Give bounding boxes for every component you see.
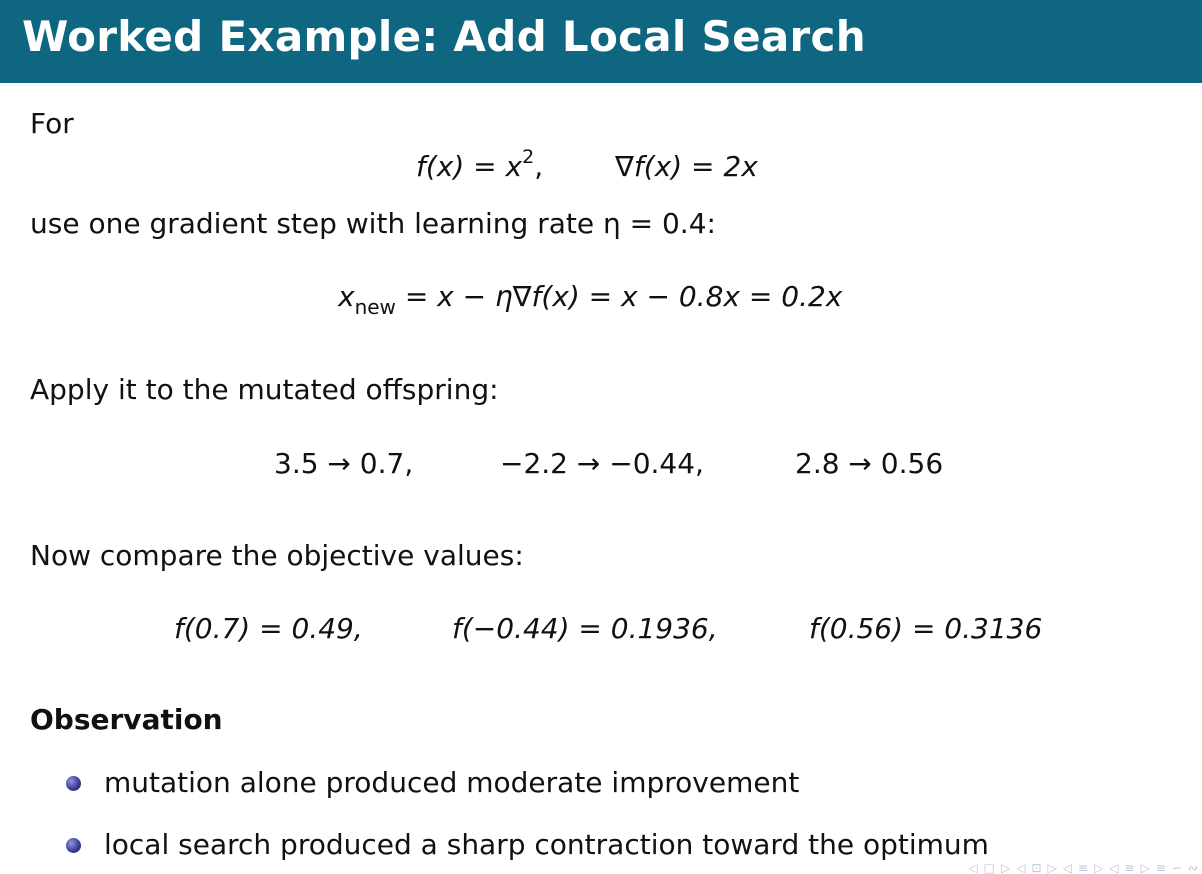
nav-next-frame-icon[interactable]: ▷ [1000, 862, 1011, 874]
observation-heading: Observation [30, 703, 223, 736]
equation-update-rule [338, 280, 843, 319]
nav-prev-frame-icon[interactable]: ◁ [968, 862, 978, 874]
nav-back-icon[interactable]: ∽ [1171, 862, 1182, 874]
title-bar [0, 0, 1202, 83]
eq1-f: f [416, 150, 426, 183]
apply-text: Apply it to the mutated offspring: [30, 373, 499, 406]
compare-text: Now compare the objective values: [30, 539, 524, 572]
eq1-f-arg: (x) = x [425, 150, 523, 183]
bullet-item-2: local search produced a sharp contraction toward the optimum [104, 828, 989, 861]
mapping-3: 2.8 → 0.56 [795, 447, 944, 480]
gradient-step-text: use one gradient step with learning rate η = 0.4: [30, 207, 716, 240]
eq2-rhs: = x − η∇f(x) = x − 0.8x = 0.2x [395, 280, 843, 313]
nav-prev-subsection-icon[interactable]: ◁ [1016, 862, 1026, 874]
nav-next-subsection-icon[interactable]: ▷ [1047, 862, 1057, 874]
objective-2: f(−0.44) = 0.1936, [452, 612, 718, 645]
nav-toc-icon[interactable]: ≡ [1155, 862, 1166, 874]
bullet-icon [66, 838, 81, 853]
nav-prev-section-icon[interactable]: ◁ [1062, 862, 1072, 874]
eq1-grad: ∇f [615, 150, 644, 183]
nav-subsection-icon[interactable]: ⊡ [1031, 862, 1042, 874]
nav-prev-part-icon[interactable]: ◁ [1109, 862, 1119, 874]
nav-frame-icon[interactable]: □ [983, 862, 995, 874]
bullet-item-1: mutation alone produced moderate improvement [104, 766, 800, 799]
slide-title: Worked Example: Add Local Search [22, 12, 866, 61]
eq1-grad-rest: (x) = 2x [643, 150, 758, 183]
objective-3: f(0.56) = 0.3136 [809, 612, 1043, 645]
mapping-1: 3.5 → 0.7, [274, 447, 414, 480]
nav-search-icon[interactable]: ∾ [1187, 862, 1198, 874]
mapping-2: −2.2 → −0.44, [500, 447, 704, 480]
equation-function-gradient [416, 148, 758, 181]
objective-1: f(0.7) = 0.49, [174, 612, 363, 645]
eq2-subscript: new [354, 295, 396, 319]
eq1-exponent: 2 [522, 146, 535, 168]
nav-section-icon[interactable]: ≡ [1077, 862, 1089, 874]
nav-part-icon[interactable]: ≡ [1124, 862, 1135, 874]
eq2-x: x [338, 280, 355, 313]
intro-text: For [30, 107, 74, 140]
eq1-comma: , [534, 150, 544, 183]
bullet-icon [66, 776, 81, 791]
nav-next-part-icon[interactable]: ▷ [1140, 862, 1150, 874]
beamer-navigation-bar[interactable] [968, 862, 1198, 874]
nav-next-section-icon[interactable]: ▷ [1094, 862, 1104, 874]
